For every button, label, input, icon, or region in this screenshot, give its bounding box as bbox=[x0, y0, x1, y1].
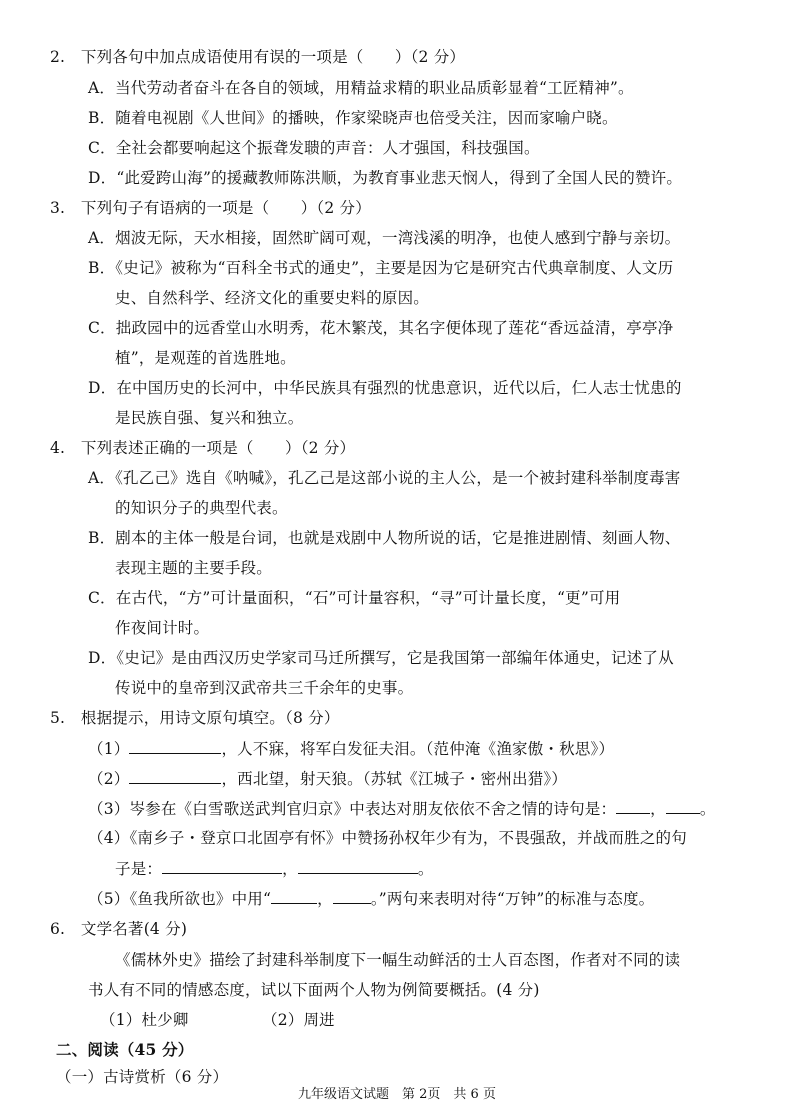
question-3-option-c-line2: 植”，是观莲的首选胜地。 bbox=[115, 349, 296, 367]
question-4-option-b-line2: 表现主题的主要手段。 bbox=[115, 559, 273, 577]
question-5-item-4-line2 bbox=[115, 857, 434, 880]
item-4-lead: 子是： bbox=[115, 860, 163, 878]
question-5-item-2 bbox=[88, 767, 567, 790]
question-4-option-a-line2: 的知识分子的典型代表。 bbox=[115, 499, 288, 517]
question-3-option-d-line2: 是民族自强、复兴和独立。 bbox=[115, 409, 304, 427]
question-5-item-4-line1: （4）《南乡子・登京口北固亭有怀》中赞扬孙权年少有为，不畏强敌，并战而胜之的句 bbox=[88, 829, 687, 847]
item-3-period: 。 bbox=[699, 800, 716, 818]
item-4-period: 。 bbox=[417, 860, 434, 878]
question-4-option-b-line1: B．剧本的主体一般是台词，也就是戏剧中人物所说的话，它是推进剧情、刻画人物、 bbox=[88, 529, 681, 547]
answer-blank-3b[interactable] bbox=[666, 797, 700, 814]
question-3-option-d-line1: D．在中国历史的长河中，中华民族具有强烈的忧患意识，近代以后，仁人志士忧患的 bbox=[88, 379, 682, 397]
question-6-item-2: （2）周进 bbox=[262, 1011, 335, 1029]
answer-blank-1[interactable] bbox=[129, 737, 221, 754]
answer-blank-5b[interactable] bbox=[333, 887, 371, 904]
item-5-comma: ， bbox=[317, 890, 333, 908]
question-4-option-a-line1: A．《孔乙己》选自《呐喊》，孔乙己是这部小说的主人公，是一个被封建科举制度毒害 bbox=[88, 469, 681, 487]
question-2-option-d: D．“此爱跨山海”的援藏教师陈洪顺，为教育事业悲天悯人，得到了全国人民的赞许。 bbox=[88, 169, 683, 187]
question-2-option-c: C．全社会都要响起这个振聋发聩的声音：人才强国，科技强国。 bbox=[88, 139, 540, 157]
question-3-option-b-line2: 史、自然科学、经济文化的重要史料的原因。 bbox=[115, 289, 430, 307]
answer-blank-4a[interactable] bbox=[162, 857, 282, 874]
item-4-comma: ， bbox=[282, 860, 298, 878]
question-5-item-3 bbox=[88, 797, 716, 820]
item-2-text: ，西北望，射天狼。（苏轼《江城子・密州出猎》） bbox=[221, 770, 568, 788]
question-3-option-b-line1: B．《史记》被称为“百科全书式的通史”，主要是因为它是研究古代典章制度、人文历 bbox=[88, 259, 674, 277]
item-1-text: ，人不寐，将军白发征夫泪。（范仲淹《渔家傲・秋思》） bbox=[221, 740, 615, 758]
question-2-option-b: B．随着电视剧《人世间》的播映，作家梁晓声也倍受关注，因而家喻户晓。 bbox=[88, 109, 618, 127]
question-6-paragraph-line1: 《儒林外史》描绘了封建科举制度下一幅生动鲜活的士人百态图，作者对不同的读 bbox=[115, 951, 681, 969]
question-6-stem: 6. 文学名著(4 分) bbox=[50, 920, 188, 938]
question-5-item-1 bbox=[88, 737, 614, 760]
item-3-text: （3）岑参在《白雪歌送武判官归京》中表达对朋友依依不舍之情的诗句是： bbox=[88, 800, 617, 818]
section-2-subsection-1: （一）古诗赏析（6 分） bbox=[56, 1068, 229, 1086]
answer-blank-4b[interactable] bbox=[298, 857, 418, 874]
question-4-option-c-line2: 作夜间计时。 bbox=[115, 619, 210, 637]
item-1-number: （1） bbox=[88, 740, 130, 758]
page-footer: 九年级语文试题 第 2页 共 6 页 bbox=[298, 1087, 496, 1102]
question-5-stem: 5. 根据提示，用诗文原句填空。（8 分） bbox=[50, 709, 340, 727]
question-4-stem: 4. 下列表述正确的一项是（ ）（2 分） bbox=[50, 439, 356, 457]
answer-blank-2[interactable] bbox=[129, 767, 221, 784]
item-5-tail: 。”两句来表明对待“万钟”的标准与态度。 bbox=[370, 890, 655, 908]
question-5-item-5 bbox=[88, 887, 654, 910]
question-4-option-d-line1: D．《史记》是由西汉历史学家司马迁所撰写，它是我国第一部编年体通史，记述了从 bbox=[88, 649, 674, 667]
item-5-text: （5）《鱼我所欲也》中用“ bbox=[88, 890, 272, 908]
question-3-option-c-line1: C．拙政园中的远香堂山水明秀，花木繁茂，其名字便体现了莲花“香远益清，亭亭净 bbox=[88, 319, 674, 337]
section-2-title: 二、阅读（45 分） bbox=[56, 1040, 194, 1059]
item-2-number: （2） bbox=[88, 770, 130, 788]
answer-blank-5a[interactable] bbox=[271, 887, 317, 904]
question-4-option-d-line2: 传说中的皇帝到汉武帝共三千余年的史事。 bbox=[115, 679, 414, 697]
question-3-stem: 3. 下列句子有语病的一项是（ ）（2 分） bbox=[50, 199, 371, 217]
answer-blank-3a[interactable] bbox=[616, 797, 650, 814]
question-4-option-c-line1: C．在古代，“方”可计量面积，“石”可计量容积，“寻”可计量长度，“更”可用 bbox=[88, 589, 621, 607]
question-3-option-a: A．烟波无际，天水相接，固然旷阔可观，一湾浅溪的明净，也使人感到宁静与亲切。 bbox=[88, 229, 681, 247]
question-2-stem: 2. 下列各句中加点成语使用有误的一项是（ ）（2 分） bbox=[50, 48, 466, 66]
question-2-option-a: A．当代劳动者奋斗在各自的领域，用精益求精的职业品质彰显着“工匠精神”。 bbox=[88, 79, 634, 97]
question-6-paragraph-line2: 书人有不同的情感态度，试以下面两个人物为例简要概括。(4 分) bbox=[88, 981, 540, 999]
item-3-comma: ， bbox=[650, 800, 666, 818]
question-6-item-1: （1）杜少卿 bbox=[100, 1011, 189, 1029]
